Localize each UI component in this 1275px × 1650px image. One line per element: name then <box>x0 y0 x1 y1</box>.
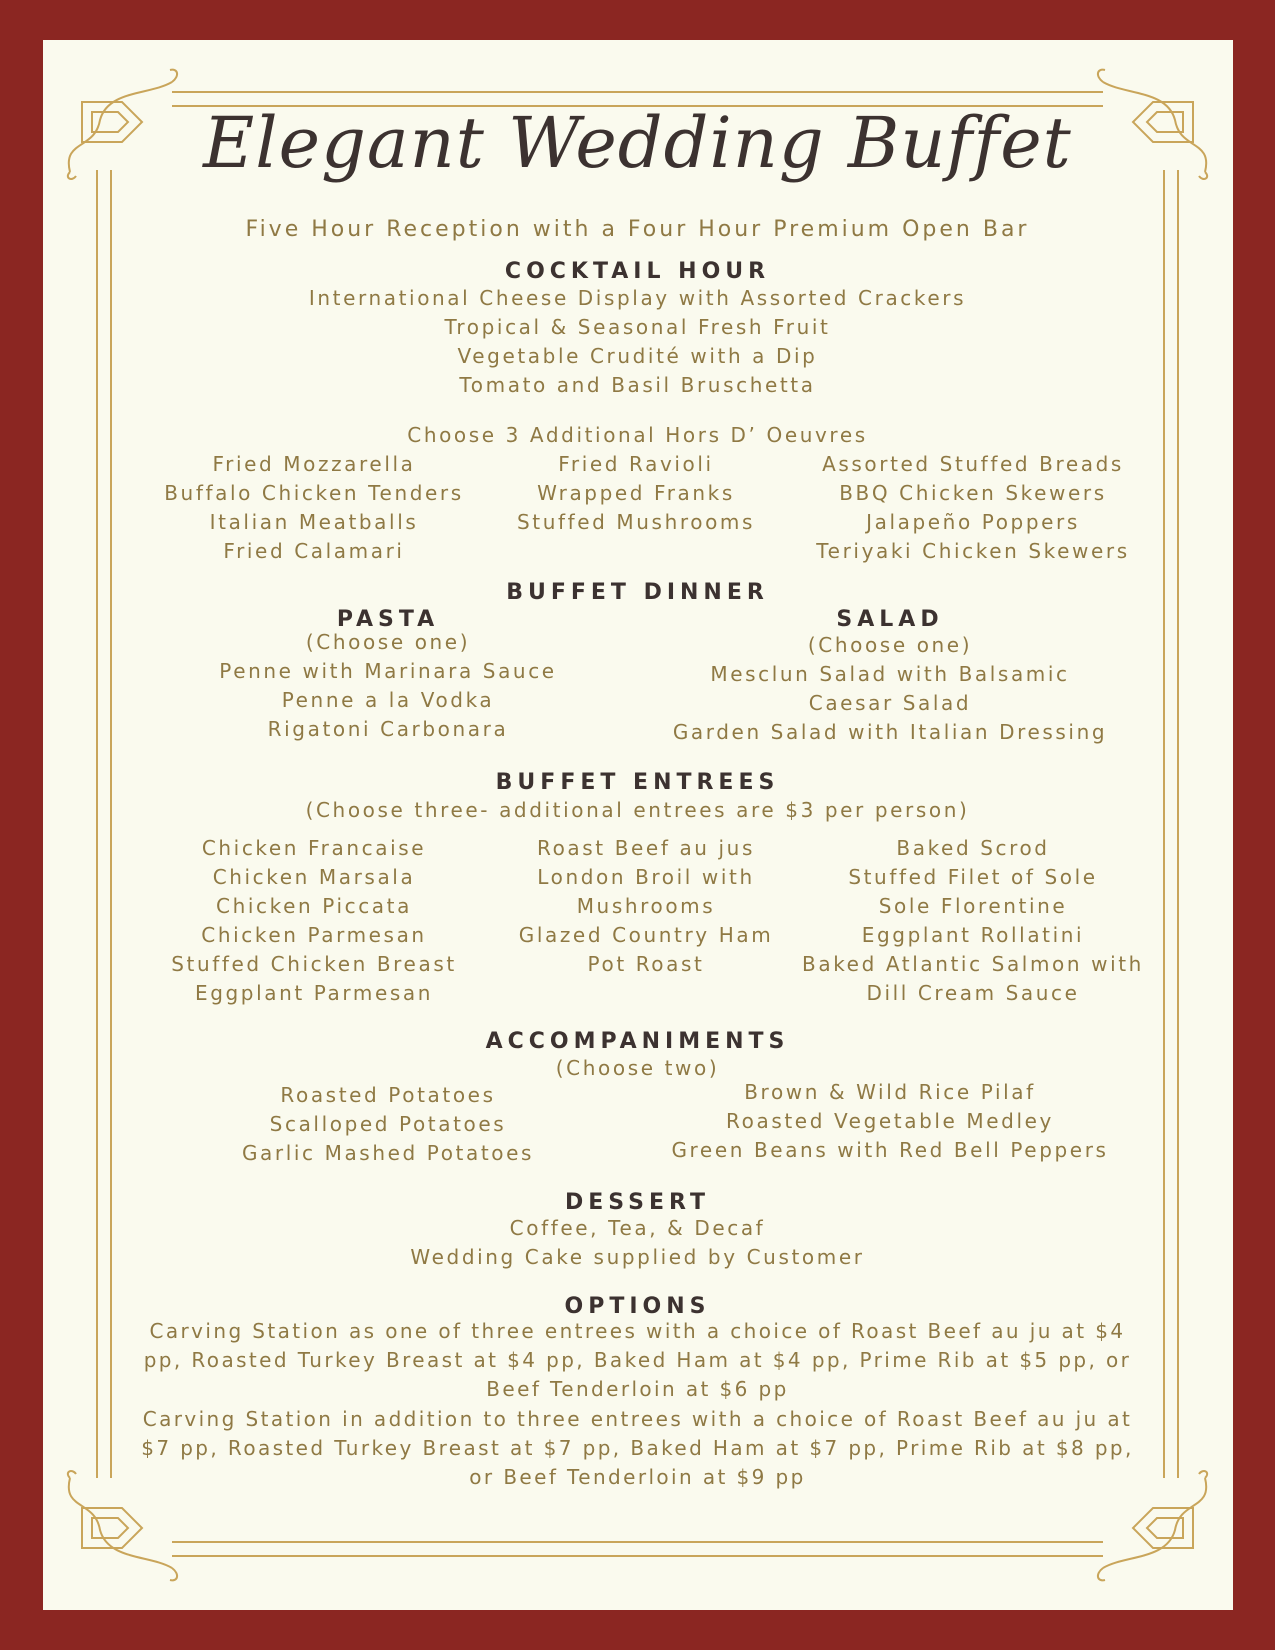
entree-item: Chicken Francaise <box>201 836 427 860</box>
entrees-note: (Choose three- additional entrees are $3 per person) <box>305 798 970 822</box>
accompaniment-item: Roasted Potatoes <box>280 1083 496 1107</box>
hors-doeuvre-item: Assorted Stuffed Breads <box>822 452 1124 476</box>
accompaniment-item: Garlic Mashed Potatoes <box>241 1141 535 1165</box>
cocktail-item: Vegetable Crudité with a Dip <box>457 344 818 368</box>
hors-doeuvre-item: Teriyaki Chicken Skewers <box>816 539 1130 563</box>
entree-item: Eggplant Parmesan <box>194 981 434 1005</box>
accompaniments-heading: ACCOMPANIMENTS <box>485 1029 790 1054</box>
pasta-note: (Choose one) <box>305 630 471 654</box>
hors-doeuvre-item: Fried Mozzarella <box>212 452 416 476</box>
hors-doeuvre-item: Wrapped Franks <box>537 481 735 505</box>
salad-item: Mesclun Salad with Balsamic <box>710 662 1070 686</box>
entree-item: Chicken Parmesan <box>201 923 427 947</box>
dessert-heading: DESSERT <box>565 1190 710 1215</box>
options-paragraph: Carving Station in addition to three entrees with a choice of Roast Beef au ju at $7 pp, Roasted Turkey Breast at $7 pp, Baked Ham at $7 pp, Prime Rib at $8 pp, or Beef Tenderloin at $9 pp <box>141 1407 1134 1489</box>
entree-item: Chicken Marsala <box>212 865 416 889</box>
accompaniment-item: Brown & Wild Rice Pilaf <box>744 1080 1036 1104</box>
accompaniment-item: Scalloped Potatoes <box>269 1112 507 1136</box>
dessert-item: Coffee, Tea, & Decaf <box>509 1216 766 1240</box>
options-heading: OPTIONS <box>564 1294 711 1319</box>
entree-item: Baked Scrod <box>896 836 1050 860</box>
entree-item: Stuffed Chicken Breast <box>171 952 457 976</box>
options-paragraph: Carving Station as one of three entrees with a choice of Roast Beef au ju at $4 pp, Roasted Turkey Breast at $4 pp, Baked Ham at $4 pp, Prime Rib at $5 pp, or Beef Tenderloin at $6 pp <box>143 1319 1132 1401</box>
entree-item: London Broil with <box>537 865 755 889</box>
cocktail-item: Tomato and Basil Bruschetta <box>459 373 816 397</box>
pasta-item: Rigatoni Carbonara <box>267 717 509 741</box>
entree-item: Chicken Piccata <box>216 894 412 918</box>
entree-item: Baked Atlantic Salmon with <box>802 952 1144 976</box>
entree-item: Glazed Country Ham <box>518 923 774 947</box>
hors-doeuvre-item: Fried Ravioli <box>558 452 714 476</box>
hors-doeuvre-item: Italian Meatballs <box>209 510 419 534</box>
page-title: Elegant Wedding Buffet <box>203 102 1072 184</box>
page-subtitle: Five Hour Reception with a Four Hour Premium Open Bar <box>245 217 1030 242</box>
entree-item: Sole Florentine <box>878 894 1068 918</box>
entree-item: Mushrooms <box>576 894 716 918</box>
accompaniments-note: (Choose two) <box>555 1056 720 1080</box>
salad-heading: SALAD <box>836 607 944 632</box>
buffet-dinner-heading: BUFFET DINNER <box>506 580 769 605</box>
cocktail-item: International Cheese Display with Assorted Crackers <box>308 286 967 310</box>
accompaniment-item: Green Beans with Red Bell Peppers <box>671 1138 1109 1162</box>
pasta-item: Penne with Marinara Sauce <box>219 659 557 683</box>
entree-item: Stuffed Filet of Sole <box>848 865 1098 889</box>
entree-item: Dill Cream Sauce <box>866 981 1080 1005</box>
salad-item: Caesar Salad <box>808 691 972 715</box>
buffet-entrees-heading: BUFFET ENTREES <box>495 770 780 795</box>
entree-item: Eggplant Rollatini <box>861 923 1085 947</box>
hors-doeuvre-item: Stuffed Mushrooms <box>516 510 756 534</box>
entree-item: Roast Beef au jus <box>537 836 755 860</box>
salad-note: (Choose one) <box>807 633 973 657</box>
hors-doeuvre-item: Jalapeño Poppers <box>866 510 1080 534</box>
pasta-item: Penne a la Vodka <box>281 688 495 712</box>
entree-item: Pot Roast <box>587 952 705 976</box>
salad-item: Garden Salad with Italian Dressing <box>672 720 1108 744</box>
pasta-heading: PASTA <box>336 607 440 632</box>
hors-doeuvre-item: Buffalo Chicken Tenders <box>164 481 464 505</box>
cocktail-item: Tropical & Seasonal Fresh Fruit <box>444 315 831 339</box>
cocktail-hour-heading: COCKTAIL HOUR <box>504 259 771 284</box>
hors-doeuvre-item: Fried Calamari <box>223 539 405 563</box>
dessert-item: Wedding Cake supplied by Customer <box>410 1245 865 1269</box>
accompaniment-item: Roasted Vegetable Medley <box>726 1109 1054 1133</box>
hors-doeuvres-title: Choose 3 Additional Hors D’ Oeuvres <box>407 423 868 447</box>
hors-doeuvre-item: BBQ Chicken Skewers <box>839 481 1107 505</box>
